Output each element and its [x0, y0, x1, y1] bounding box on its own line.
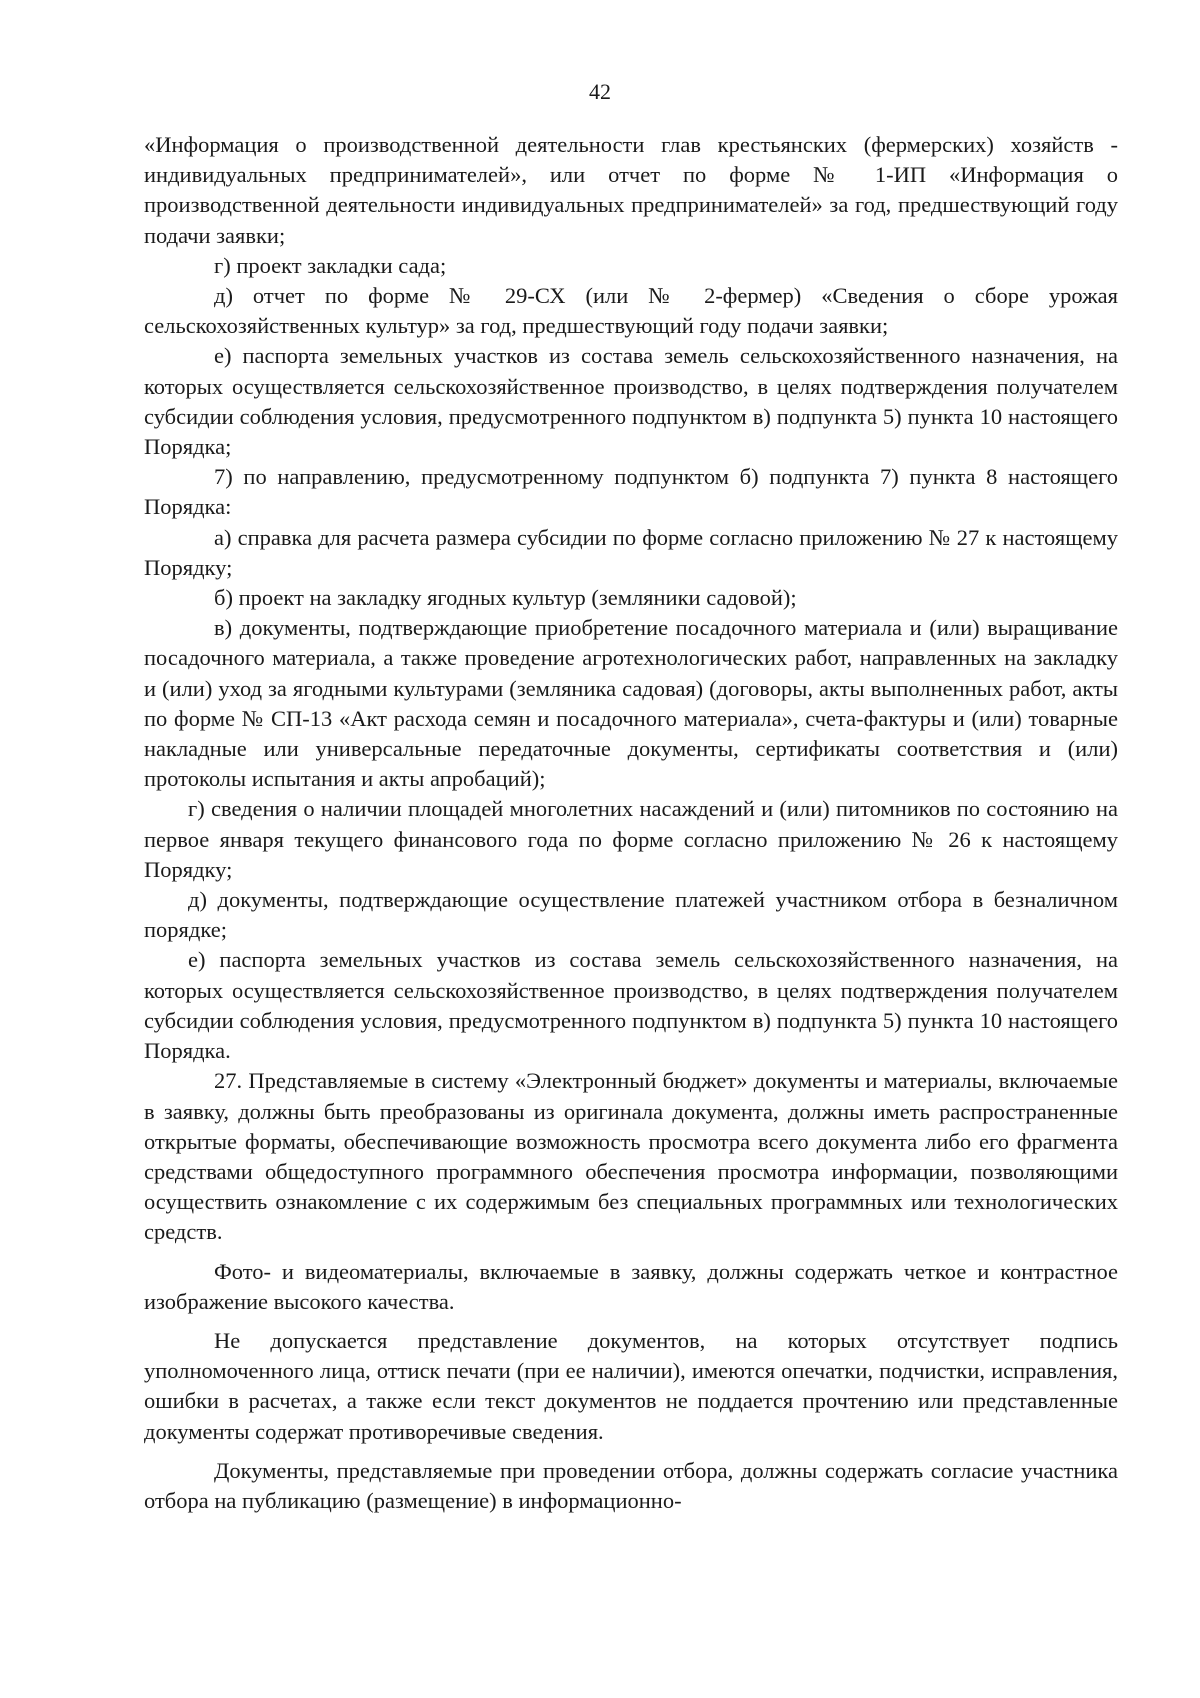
paragraph-not-allowed: Не допускается представление документов, на которых отсутствует подпись уполномоченного лица, оттиск печати (при ее наличии), имеются опечатки, подчистки, исправления, ошибки в расчетах, а также если текст документов не поддается прочтению или представленные документы содержат противоречивые сведения.	[144, 1327, 1118, 1444]
paragraph-item-a-subsidy-certificate: а) справка для расчета размера субсидии по форме согласно приложению № 27 к настоящему Порядку;	[144, 524, 1118, 580]
paragraph-item-d-29sx-report: д) отчет по форме № 29-СХ (или № 2-фермер) «Сведения о сборе урожая сельскохозяйственных культур» за год, предшествующий году подачи заявки;	[144, 283, 1118, 339]
paragraph-item-b-berry-project: б) проект на закладку ягодных культур (земляники садовой);	[214, 585, 797, 611]
page-number: 42	[589, 79, 611, 104]
document-body	[144, 130, 1118, 1516]
paragraph-item-g-garden-project: г) проект закладки сада;	[214, 252, 447, 278]
paragraph-continuation: «Информация о производственной деятельности глав крестьянских (фермерских) хозяйств - индивидуальных предпринимателей», или отчет по форме № 1-ИП «Информация о производственной деятельности индивидуальных предпринимателей» за год, предшествующий году подачи заявки;	[144, 132, 1118, 248]
paragraph-section-27: 27. Представляемые в систему «Электронный бюджет» документы и материалы, включаемые в заявку, должны быть преобразованы из оригинала документа, должны иметь распространенные открытые форматы, обеспечивающие возможность просмотра всего документа либо его фрагмента средствами общедоступного программного обеспечения просмотра информации, позволяющими осуществить ознакомление с их содержимым без специальных программных или технологических средств.	[144, 1068, 1118, 1245]
paragraph-item-e-land-passports-2: е) паспорта земельных участков из состава земель сельскохозяйственного назначения, на которых осуществляется сельскохозяйственное производство, в целях подтверждения получателем субсидии соблюдения условия, предусмотренного подпунктом в) подпункта 5) пункта 10 настоящего Порядка.	[144, 947, 1118, 1064]
paragraph-consent: Документы, представляемые при проведении отбора, должны содержать согласие участника отбора на публикацию (размещение) в информационно-	[144, 1457, 1118, 1513]
paragraph-photo-video: Фото- и видеоматериалы, включаемые в заявку, должны содержать четкое и контрастное изображение высокого качества.	[144, 1258, 1118, 1314]
paragraph-item-e-land-passports: е) паспорта земельных участков из состава земель сельскохозяйственного назначения, на которых осуществляется сельскохозяйственное производство, в целях подтверждения получателем субсидии соблюдения условия, предусмотренного подпунктом в) подпункта 5) пункта 10 настоящего Порядка;	[144, 343, 1118, 460]
paragraph-item-g-plantations-info: г) сведения о наличии площадей многолетних насаждений и (или) питомников по состоянию на первое января текущего финансового года по форме согласно приложению № 26 к настоящему Порядку;	[144, 796, 1118, 882]
paragraph-item-d-payments: д) документы, подтверждающие осуществление платежей участником отбора в безналичном порядке;	[144, 887, 1118, 943]
paragraph-item-v-planting-documents: в) документы, подтверждающие приобретение посадочного материала и (или) выращивание посадочного материала, а также проведение агротехнологических работ, направленных на закладку и (или) уход за ягодными культурами (земляника садовая) (договоры, акты выполненных работ, акты по форме № СП-13 «Акт расхода семян и посадочного материала», счета-фактуры и (или) товарные накладные или универсальные передаточные документы, сертификаты соответствия и (или) протоколы испытания и акты апробаций);	[144, 615, 1118, 792]
paragraph-item-7-direction: 7) по направлению, предусмотренному подпунктом б) подпункта 7) пункта 8 настоящего Порядка:	[144, 464, 1118, 520]
